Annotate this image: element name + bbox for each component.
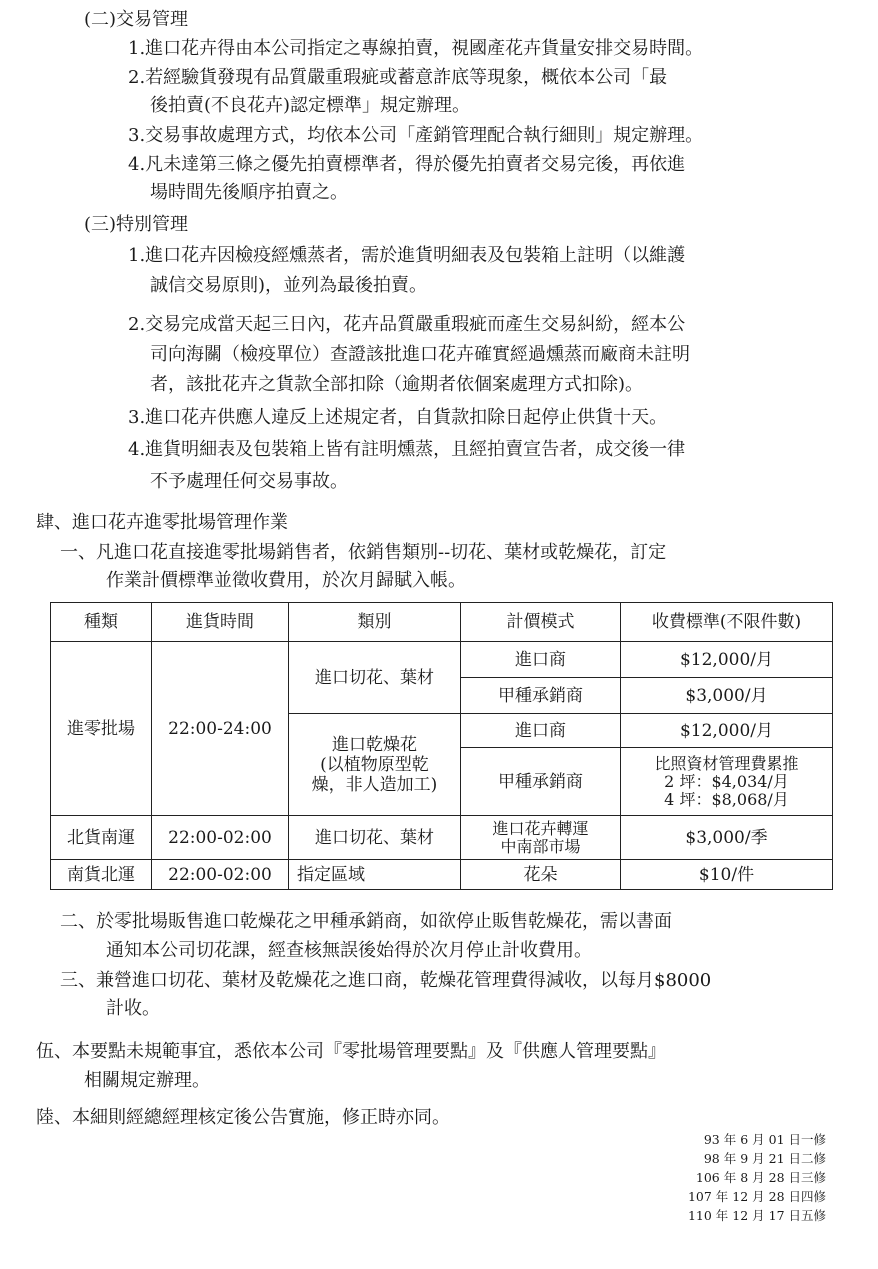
special-item-1: 1.進口花卉因檢疫經燻蒸者，需於進貨明細表及包裝箱上註明（以維護	[128, 245, 686, 266]
trading-item-4: 4.凡未達第三條之優先拍賣標準者，得於優先拍賣者交易完後，再依進	[128, 154, 686, 175]
header-pricing-mode: 計價模式	[461, 603, 621, 642]
cell-mode: 花朵	[461, 860, 621, 890]
chapter4-item-3-cont: 計收。	[106, 998, 160, 1019]
revision-5: 110 年 12 月 17 日五修	[687, 1208, 826, 1223]
cell-mode: 甲種承銷商	[461, 748, 621, 816]
cell-mode	[461, 816, 621, 860]
cell-fee: $12,000/月	[621, 642, 833, 678]
cell-fee: $3,000/月	[621, 678, 833, 714]
revision-3: 106 年 8 月 28 日三修	[695, 1170, 826, 1185]
section-heading-trading: (二)交易管理	[84, 9, 189, 30]
chapter4-item-3: 三、兼營進口切花、葉材及乾燥花之進口商，乾燥花管理費得減收，以每月$8000	[60, 970, 712, 991]
chapter4-item-2: 二、於零批場販售進口乾燥花之甲種承銷商，如欲停止販售乾燥花，需以書面	[60, 911, 672, 932]
chapter-5-cont: 相關規定辦理。	[84, 1070, 210, 1091]
special-item-3: 3.進口花卉供應人違反上述規定者，自貨款扣除日起停止供貨十天。	[128, 407, 668, 428]
cell-category-dried	[289, 714, 461, 816]
header-category: 類別	[289, 603, 461, 642]
chapter-heading-4: 肆、進口花卉進零批場管理作業	[36, 512, 288, 533]
trading-item-4-cont: 場時間先後順序拍賣之。	[150, 182, 348, 203]
cell-category: 進口切花、葉材	[289, 642, 461, 714]
cell-category: 進口切花、葉材	[289, 816, 461, 860]
cell-mode: 進口商	[461, 714, 621, 748]
chapter4-item-1-cont: 作業計價標準並徵收費用，於次月歸賦入帳。	[106, 570, 466, 591]
cell-kind: 進零批場	[51, 642, 152, 816]
special-item-1-cont: 誠信交易原則)，並列為最後拍賣。	[150, 275, 428, 296]
special-item-2-cont-2: 者，該批花卉之貨款全部扣除（逾期者依個案處理方式扣除)。	[150, 374, 644, 395]
table-row	[51, 642, 833, 678]
special-item-2-cont-1: 司向海關（檢疫單位）查證該批進口花卉確實經過燻蒸而廠商未註明	[150, 344, 690, 365]
cell-time: 22:00-24:00	[152, 642, 289, 816]
trading-item-2: 2.若經驗貨發現有品質嚴重瑕疵或蓄意詐底等現象，概依本公司「最	[128, 67, 668, 88]
special-item-2: 2.交易完成當天起三日內，花卉品質嚴重瑕疵而產生交易糾紛，經本公	[128, 314, 686, 335]
table-row	[51, 860, 833, 890]
mode-line-1: 進口花卉轉運	[492, 818, 589, 838]
special-item-4-cont: 不予處理任何交易事故。	[150, 471, 348, 492]
header-kind: 種類	[51, 603, 152, 642]
trading-item-1: 1.進口花卉得由本公司指定之專線拍賣，視國產花卉貨量安排交易時間。	[128, 38, 704, 59]
cell-kind: 北貨南運	[51, 816, 152, 860]
mode-line-2: 中南部市場	[500, 836, 581, 856]
header-fee-standard: 收費標準(不限件數)	[621, 603, 833, 642]
cell-category: 指定區域	[289, 860, 461, 890]
tiered-line-3: 4 坪：$8,068/月	[664, 789, 789, 809]
cell-fee: $3,000/季	[621, 816, 833, 860]
revision-1: 93 年 6 月 01 日一修	[703, 1132, 826, 1147]
dried-line-2: (以植物原型乾	[320, 754, 429, 775]
tiered-line-2: 2 坪：$4,034/月	[664, 771, 789, 791]
trading-item-3: 3.交易事故處理方式，均依本公司「產銷管理配合執行細則」規定辦理。	[128, 125, 704, 146]
table-row	[51, 816, 833, 860]
chapter-6: 陸、本細則經總經理核定後公告實施，修正時亦同。	[36, 1107, 450, 1128]
cell-kind: 南貨北運	[51, 860, 152, 890]
chapter4-item-2-cont: 通知本公司切花課，經查核無誤後始得於次月停止計收費用。	[106, 940, 592, 961]
chapter-5: 伍、本要點未規範事宜，悉依本公司『零批場管理要點』及『供應人管理要點』	[36, 1041, 666, 1062]
revision-2: 98 年 9 月 21 日二修	[703, 1151, 826, 1166]
dried-line-3: 燥，非人造加工)	[311, 774, 438, 795]
section-heading-special: (三)特別管理	[84, 214, 189, 235]
chapter4-item-1: 一、凡進口花直接進零批場銷售者，依銷售類別--切花、葉材或乾燥花，訂定	[60, 542, 667, 563]
cell-time: 22:00-02:00	[152, 816, 289, 860]
cell-mode: 甲種承銷商	[461, 678, 621, 714]
cell-mode: 進口商	[461, 642, 621, 678]
cell-fee: $12,000/月	[621, 714, 833, 748]
header-time: 進貨時間	[152, 603, 289, 642]
cell-time: 22:00-02:00	[152, 860, 289, 890]
revision-4: 107 年 12 月 28 日四修	[687, 1189, 826, 1204]
fee-table	[50, 602, 833, 890]
cell-fee-tiered	[621, 748, 833, 816]
dried-line-1: 進口乾燥花	[332, 734, 417, 755]
trading-item-2-cont: 後拍賣(不良花卉)認定標準」規定辦理。	[150, 95, 471, 116]
cell-fee: $10/件	[621, 860, 833, 890]
special-item-4: 4.進貨明細表及包裝箱上皆有註明燻蒸，且經拍賣宣告者，成交後一律	[128, 439, 686, 460]
table-header-row	[51, 603, 833, 642]
tiered-line-1: 比照資材管理費累推	[654, 753, 799, 773]
